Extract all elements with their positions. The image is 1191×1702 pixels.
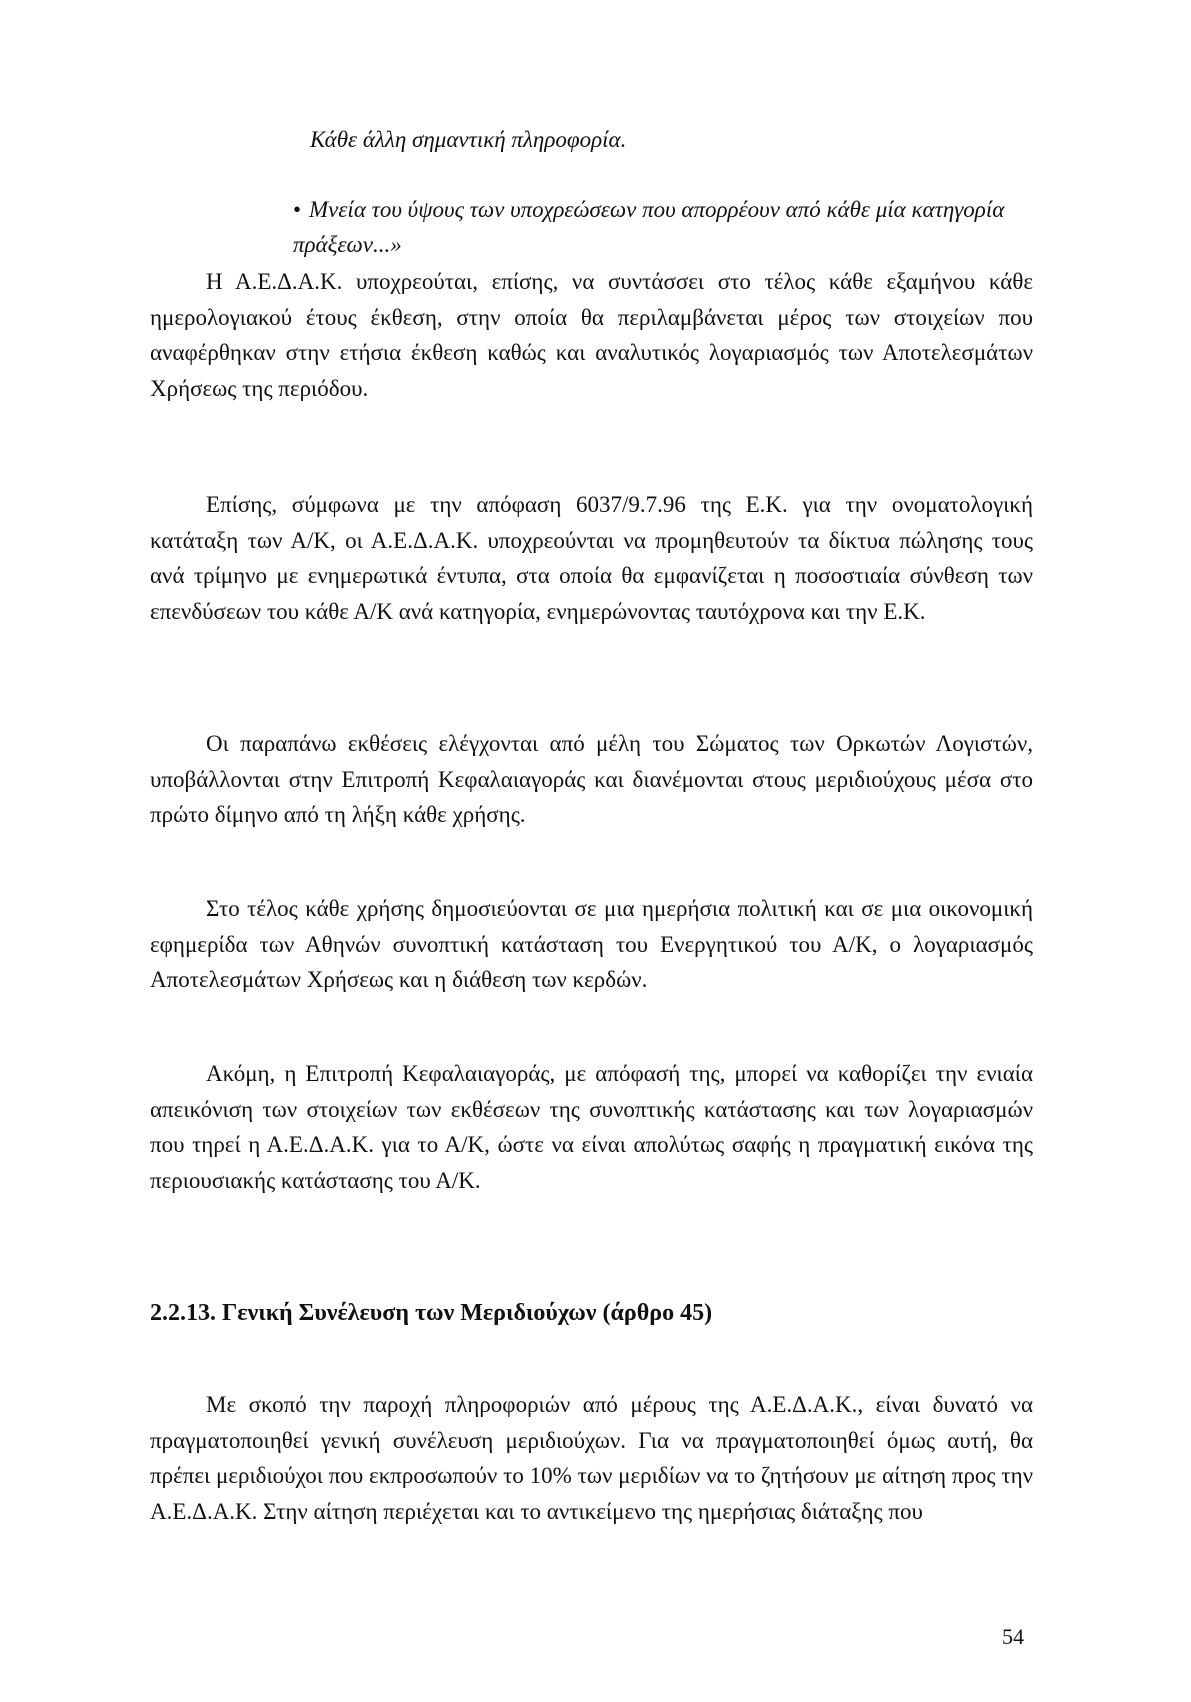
paragraph-publication: Στο τέλος κάθε χρήσης δημοσιεύονται σε μια ημερήσια πολιτική και σε μια οικονομική εφημερίδα των Αθηνών συνοπτική κατάσταση του Ενεργητικού του Α/Κ, ο λογαριασμός Αποτελεσμάτων Χρήσεως και η διάθεση των κερδών. bbox=[150, 896, 1033, 993]
section-heading: 2.2.13. Γενική Συνέλευση των Μεριδιούχων (άρθρο 45) bbox=[150, 1300, 713, 1326]
paragraph-ek-decision: Επίσης, σύμφωνα με την απόφαση 6037/9.7.96 της Ε.Κ. για την ονοματολογική κατάταξη των Α/Κ, οι Α.Ε.Δ.Α.Κ. υποχρεούνται να προμηθευτούν τα δίκτυα πώλησης τους ανά τρίμηνο με ενημερωτικά έντυπα, στα οποία θα εμφανίζεται η ποσοστιαία σύνθεση των επενδύσεων του κάθε Α/Κ ανά κατηγορία, ενημερώνοντας ταυτόχρονα και την Ε.Κ. bbox=[150, 492, 1033, 624]
paragraph-capital-market-commission: Ακόμη, η Επιτροπή Κεφαλαιαγοράς, με απόφασή της, μπορεί να καθορίζει την ενιαία απεικόνιση των στοιχείων των εκθέσεων της συνοπτικής κατάστασης και των λογαριασμών που τηρεί η Α.Ε.Δ.Α.Κ. για το Α/Κ, ώστε να είναι απολύτως σαφής η πραγματική εικόνα της περιουσιακής κατάστασης του Α/Κ. bbox=[150, 1061, 1033, 1193]
bullet-item bbox=[293, 192, 1033, 262]
document-page bbox=[150, 0, 1033, 1702]
paragraph-semiannual-report: Η Α.Ε.Δ.Α.Κ. υποχρεούται, επίσης, να συντάσσει στο τέλος κάθε εξαμήνου κάθε ημερολογιακού έτους έκθεση, στην οποία θα περιλαμβάνεται μέρος των στοιχείων που αναφέρθηκαν στην ετήσια έκθεση καθώς και αναλυτικός λογαριασμός των Αποτελεσμάτων Χρήσεως της περιόδου. bbox=[150, 269, 1033, 401]
paragraph-audit-reports: Οι παραπάνω εκθέσεις ελέγχονται από μέλη του Σώματος των Ορκωτών Λογιστών, υποβάλλονται στην Επιτροπή Κεφαλαιαγοράς και διανέμονται στους μεριδιούχους μέσα στο πρώτο δίμηνο από τη λήξη κάθε χρήσης. bbox=[150, 731, 1033, 828]
paragraph-general-meeting: Με σκοπό την παροχή πληροφοριών από μέρους της Α.Ε.Δ.Α.Κ., είναι δυνατό να πραγματοποιηθεί γενική συνέλευση μεριδιούχων. Για να πραγματοποιηθεί όμως αυτή, θα πρέπει μεριδιούχοι που εκπροσωπούν το 10% των μεριδίων να το ζητήσουν με αίτηση προς την Α.Ε.Δ.Α.Κ. Στην αίτηση περιέχεται και το αντικείμενο της ημερήσιας διάταξης που bbox=[150, 1392, 1033, 1524]
bullet-text: Μνεία του ύψους των υποχρεώσεων που απορρέουν από κάθε μία κατηγορία πράξεων...» bbox=[293, 197, 1005, 257]
italic-lead-line: Κάθε άλλη σημαντική πληροφορία. bbox=[310, 127, 627, 152]
bullet-marker: • bbox=[293, 197, 302, 222]
page-number: 54 bbox=[1002, 1624, 1024, 1649]
